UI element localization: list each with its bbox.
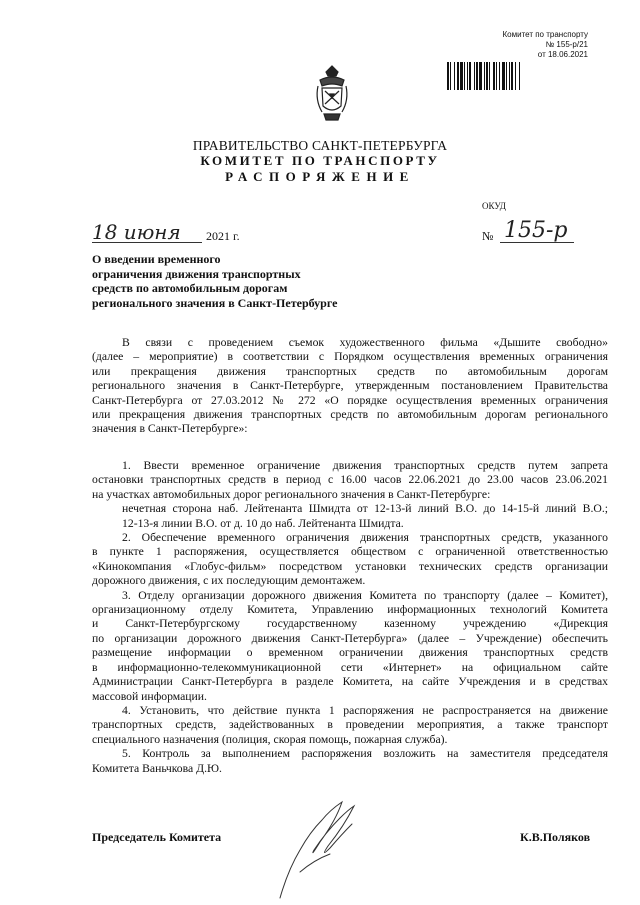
stamp-line-2: № 155-р/21 — [545, 40, 588, 49]
text-line: регионального значения в Санкт-Петербурге, утвержденным постановлением Правительства — [92, 379, 608, 393]
committee-heading: КОМИТЕТ ПО ТРАНСПОРТУ — [200, 153, 440, 168]
item-3-line: Администрации Санкт-Петербурга в разделе Комитета, на сайте Учреждения и в средствах — [92, 675, 608, 689]
item-1-line: 1. Ввести временное ограничение движения транспортных средств путем запрета — [122, 459, 608, 472]
government-heading: ПРАВИТЕЛЬСТВО САНКТ-ПЕТЕРБУРГА — [192, 138, 448, 153]
stamp-line-1: Комитет по транспорту — [502, 30, 588, 39]
item-2-line: 2. Обеспечение временного ограничения движения транспортных средств, указанного — [122, 531, 608, 545]
item-2-line: дорожного движения, с их последующим демонтажем. — [92, 574, 366, 588]
item-3-line: размещение информации о временном ограничении движения транспортных средств — [92, 646, 608, 660]
subject-line: регионального значения в Санкт-Петербурге — [92, 295, 338, 310]
coat-of-arms-icon — [312, 64, 352, 124]
number-sign: № — [482, 229, 494, 243]
registration-stamp — [478, 30, 588, 60]
document-subject — [92, 252, 362, 310]
text-line: значения в Санкт-Петербурге»: — [92, 422, 248, 436]
document-date — [92, 220, 262, 246]
item-3-line: 3. Отделу организации дорожного движения Комитета по транспорту (далее – Комитет), — [122, 588, 608, 602]
signatory-title: Председатель Комитета — [92, 830, 222, 844]
handwritten-date: 18 июня — [92, 220, 181, 244]
preamble-paragraph — [92, 336, 608, 437]
date-year: 2021 г. — [206, 229, 240, 243]
subject-line: О введении временного — [92, 252, 221, 266]
barcode-icon — [447, 62, 587, 90]
document-type-heading: РАСПОРЯЖЕНИЕ — [225, 169, 415, 184]
text-line: или прекращения движения транспортных средств по автомобильным дорогам — [92, 364, 608, 378]
number-underline — [500, 242, 574, 243]
handwritten-signature-icon — [270, 780, 370, 900]
item-3-line: по организации дорожного движения Санкт-Петербурга» (далее – Учреждение) обеспечить — [92, 631, 608, 645]
stamp-line-3: от 18.06.2021 — [537, 50, 588, 59]
item-5-line: Комитета Ваньчкова Д.Ю. — [92, 761, 222, 775]
order-items — [92, 459, 608, 776]
document-number — [482, 218, 592, 246]
text-line: или прекращения движения транспортных средств по автомобильным дорогам регионального — [92, 408, 608, 422]
item-3-line: в информационно-телекоммуникационной сети «Интернет» на официальном сайте — [92, 660, 608, 674]
text-line: В связи с проведением съемок художественного фильма «Дышите свободно» — [122, 336, 608, 349]
item-4-line: транспортных средств, задействованных в проведении мероприятия, а также транспорт — [92, 718, 608, 732]
item-1-line: на участках автомобильных дорог регионального значения в Санкт-Петербурге: — [92, 487, 491, 501]
item-3-line: и Санкт-Петербургскому государственному казенному учреждению «Дирекция — [92, 617, 608, 631]
subject-line: ограничения движения транспортных — [92, 266, 301, 281]
item-4-line: специального назначения (полиция, скорая помощь, пожарная служба). — [92, 732, 448, 746]
signatory-name: К.В.Поляков — [520, 830, 591, 844]
item-5-line: 5. Контроль за выполнением распоряжения возложить на заместителя председателя — [122, 747, 608, 761]
date-underline — [92, 242, 202, 243]
subject-line: средств по автомобильным дорогам — [92, 281, 288, 295]
item-3-line: массовой информации. — [92, 689, 207, 703]
item-2-line: «Кинокомпания «Глобус-фильм» посредством установки технических средств организации — [92, 559, 608, 573]
text-line: Санкт-Петербурга от 27.03.2012 № 272 «О порядке осуществления временных ограничения — [92, 393, 608, 407]
item-1-line: нечетная сторона наб. Лейтенанта Шмидта от 12-13-й линий В.О. до 14-15-й линий В.О.; — [122, 502, 608, 516]
item-3-line: организационному отделу Комитета, Управлению информационных технологий Комитета — [92, 603, 608, 617]
item-1-line: 12-13-я линии В.О. от д. 10 до наб. Лейтенанта Шмидта. — [122, 516, 404, 530]
item-4-line: 4. Установить, что действие пункта 1 распоряжения не распространяется на движение — [122, 703, 608, 717]
handwritten-number: 155-р — [504, 218, 568, 243]
item-1-line: остановки транспортных средств в период с 16.00 часов 22.06.2021 до 23.00 часов 23.06.2021 — [92, 473, 608, 487]
item-2-line: в пункте 1 распоряжения, осуществляется обществом с ограниченной ответственностью — [92, 545, 608, 559]
okud-label: ОКУД — [482, 201, 506, 211]
text-line: (далее – мероприятие) в соответствии с Порядком осуществления временных ограничения — [92, 350, 608, 364]
